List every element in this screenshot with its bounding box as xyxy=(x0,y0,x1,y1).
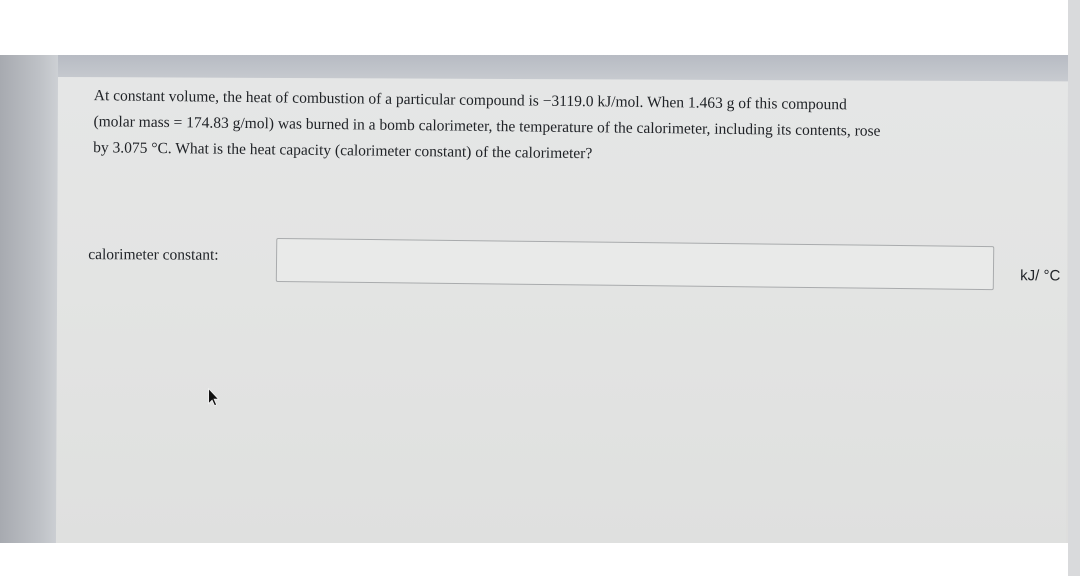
photo-of-screen xyxy=(0,55,1068,543)
screen-left-edge xyxy=(0,55,58,543)
mouse-pointer-icon xyxy=(206,388,220,408)
unit-label: kJ/ °C xyxy=(1020,267,1061,285)
question-line-2: (molar mass = 174.83 g/mol) was burned in a bomb calorimeter, the temperature of the calorimeter, including its contents, rose xyxy=(93,113,881,140)
right-edge-strip xyxy=(1068,0,1080,576)
answer-label: calorimeter constant: xyxy=(88,246,219,264)
calorimeter-constant-input[interactable] xyxy=(276,238,994,290)
question-line-3: by 3.075 °C. What is the heat capacity (calorimeter constant) of the calorimeter? xyxy=(93,139,593,163)
question-text xyxy=(93,83,1064,173)
question-panel xyxy=(56,77,1068,543)
question-line-1: At constant volume, the heat of combustion of a particular compound is −3119.0 kJ/mol. When 1.463 g of this compound xyxy=(93,87,847,114)
